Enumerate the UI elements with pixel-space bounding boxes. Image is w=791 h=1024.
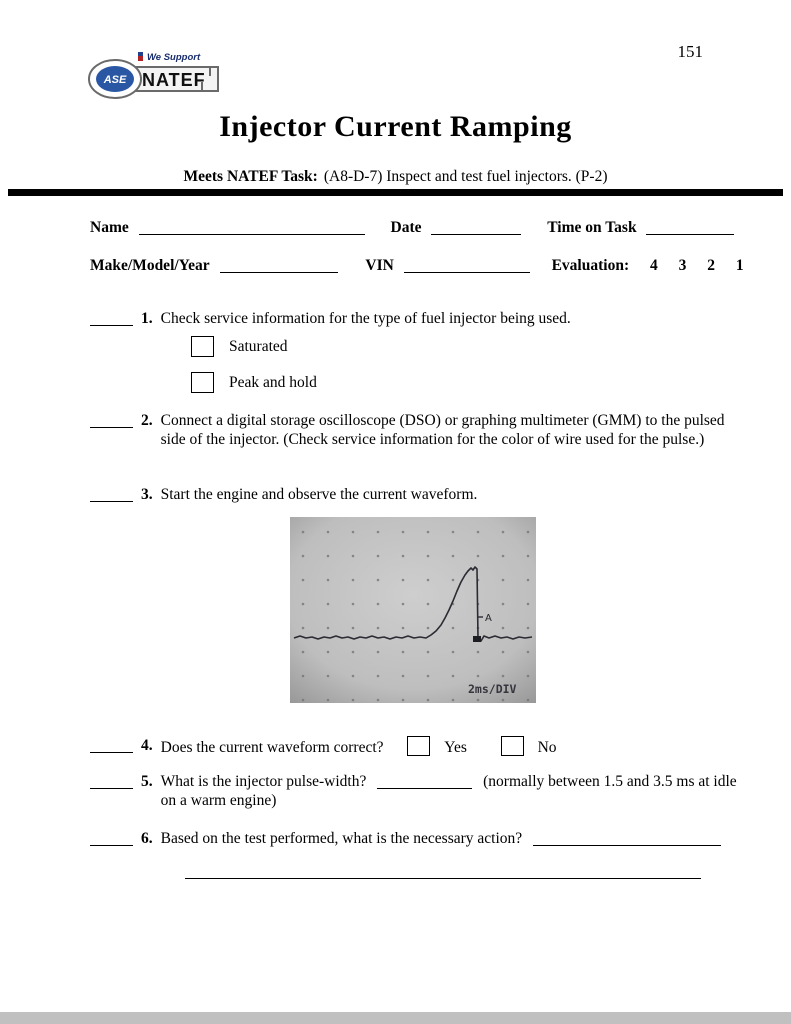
vin-blank[interactable] (404, 257, 530, 273)
natef-task-line (0, 168, 791, 186)
bottom-scan-strip (0, 1012, 791, 1024)
step-4-blank[interactable] (90, 737, 133, 753)
natef-text: NATEF (142, 70, 206, 90)
necessary-action-continuation-line[interactable] (185, 878, 701, 879)
step-5-text (161, 772, 738, 810)
evaluation-4[interactable]: 4 (649, 257, 658, 274)
waveform-graphic (290, 517, 536, 703)
step-3 (90, 485, 725, 504)
scope-grid-dots (290, 517, 536, 703)
no-checkbox[interactable] (501, 736, 524, 756)
we-support-text: We Support (147, 52, 201, 63)
trace-base-marker (473, 636, 481, 642)
header-rule (8, 189, 783, 196)
peak-and-hold-label: Peak and hold (229, 373, 317, 391)
make-model-year-label: Make/Model/Year (90, 257, 210, 274)
step-6-question: Based on the test performed, what is the necessary action? (160, 830, 523, 847)
date-label: Date (390, 219, 422, 236)
task-label: Meets NATEF Task: (183, 168, 318, 185)
step-4-number: 4. (141, 737, 153, 754)
name-blank[interactable] (139, 219, 365, 235)
step-6 (90, 829, 760, 848)
page-title: Injector Current Ramping (219, 110, 572, 143)
evaluation-label: Evaluation: (551, 257, 630, 274)
step-3-number: 3. (141, 486, 153, 503)
option-peak-and-hold (191, 372, 317, 393)
step-2-text: Connect a digital storage oscilloscope (DSO) or graphing multimeter (GMM) to the pulsed side of the injector. (Check service information for the color of wire used for the pulse.) (160, 412, 725, 448)
make-row (90, 257, 744, 275)
necessary-action-blank[interactable] (533, 830, 721, 846)
step-2 (90, 411, 725, 449)
step-4 (90, 736, 750, 757)
step-5 (90, 772, 738, 810)
vin-label: VIN (365, 257, 394, 274)
step-3-blank[interactable] (90, 486, 133, 502)
no-label: No (537, 739, 557, 756)
name-label: Name (90, 219, 129, 236)
time-on-task-blank[interactable] (646, 219, 734, 235)
cursor-a-marker: A (485, 613, 492, 624)
peak-and-hold-checkbox[interactable] (191, 372, 214, 393)
yes-checkbox[interactable] (407, 736, 430, 756)
natef-logo-graphic (86, 44, 224, 104)
step-5-question: What is the injector pulse-width? (160, 773, 367, 790)
ase-logo-text: ASE (103, 74, 127, 86)
evaluation-1[interactable]: 1 (735, 257, 744, 274)
make-model-year-blank[interactable] (220, 257, 338, 273)
step-3-text: Start the engine and observe the current waveform. (160, 486, 478, 503)
name-row (90, 219, 734, 237)
flag-icon-top (138, 52, 143, 56)
step-6-number: 6. (141, 830, 153, 847)
step-1-number: 1. (141, 310, 153, 327)
oscilloscope-waveform-photo (290, 517, 536, 703)
saturated-checkbox[interactable] (191, 336, 214, 357)
step-4-text (161, 736, 750, 757)
saturated-label: Saturated (229, 337, 288, 355)
option-saturated (191, 336, 288, 357)
step-6-text (161, 829, 760, 848)
date-blank[interactable] (431, 219, 521, 235)
task-text: (A8-D-7) Inspect and test fuel injectors. (P-2) (323, 168, 608, 185)
time-on-task-label: Time on Task (547, 219, 637, 236)
pulse-width-blank[interactable] (377, 773, 472, 789)
timebase-label: 2ms/DIV (468, 682, 517, 696)
evaluation-3[interactable]: 3 (678, 257, 687, 274)
yes-label: Yes (444, 739, 467, 756)
step-1 (90, 309, 720, 328)
evaluation-2[interactable]: 2 (707, 257, 715, 274)
step-1-blank[interactable] (90, 310, 133, 326)
natef-logo (86, 44, 224, 104)
step-5-number: 5. (141, 773, 153, 790)
step-4-question: Does the current waveform correct? (160, 739, 384, 756)
step-5-note: (normally between 1.5 and 3.5 ms at idle on a warm engine) (160, 773, 737, 809)
step-2-blank[interactable] (90, 412, 133, 428)
page-number: 151 (677, 42, 703, 61)
step-2-number: 2. (141, 412, 153, 429)
step-6-blank[interactable] (90, 830, 133, 846)
step-5-blank[interactable] (90, 773, 133, 789)
step-1-text: Check service information for the type of fuel injector being used. (160, 310, 571, 327)
